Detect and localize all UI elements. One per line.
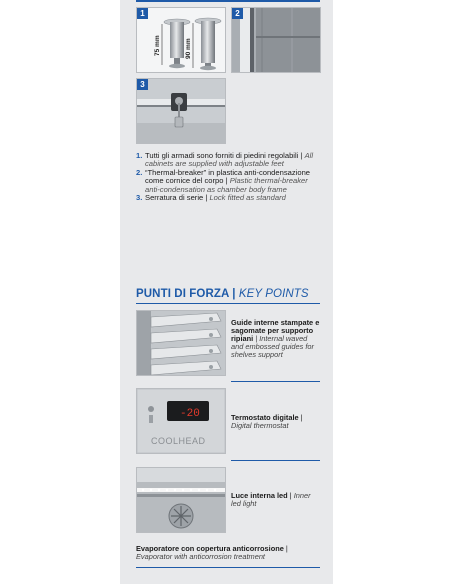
section-rule [136,303,320,304]
thermal-breaker-illustration [232,8,320,72]
internal-guides-text [231,319,321,359]
evaporator-separator: | [283,544,288,553]
note-text: “Thermal-breaker” in plastica anti-condensazione come cornice del corpo | [145,167,311,186]
thermostat-brand-label: COOLHEAD [151,436,206,446]
feature-translation: Inner led light [231,491,311,508]
thermostat-display-value: -20 [180,408,200,420]
evaporator-translation: Evaporator with anticorrosion treatment [136,552,265,561]
thumbnail-number: 2 [232,8,243,19]
feature-title: Guide interne stampate e sagomate per supporto ripiani [231,318,320,343]
thumbnail-lock [136,78,226,144]
feature-separator: | [253,334,260,343]
internal-guides-image [136,310,226,376]
feature-translation: Internal waved and embossed guides for shelves support [231,334,314,359]
led-light-image [136,467,226,533]
evaporator-rule [136,567,320,568]
feature-separator: | [287,491,294,500]
note-number: 2. [136,167,143,177]
evaporator-title: Evaporatore con copertura anticorrosione [136,544,284,553]
led-light-illustration [137,468,225,532]
feature-translation: Digital thermostat [231,421,289,430]
thermostat-illustration [137,389,225,453]
guides-illustration [137,311,225,375]
section-title-en: KEY POINTS [238,288,309,300]
note-translation: Lock fitted as standard [209,193,286,203]
note-text: Tutti gli armadi sono forniti di piedini regolabili | [145,151,305,160]
feature-led-light [136,467,320,539]
note-item [136,152,322,169]
led-light-text [231,492,321,508]
feature-rule [231,460,320,461]
feature-title: Luce interna led [231,491,288,500]
feet-label-90: 90 mm [185,38,192,59]
thumbnail-number: 1 [137,8,148,19]
note-number: 3. [136,193,143,203]
note-text: Serratura di serie | [145,193,210,203]
note-translation: All cabinets are supplied with adjustable feet [145,151,314,169]
feature-notes-list [136,152,322,202]
note-item [136,169,322,194]
section-heading [136,288,309,300]
feet-label-75: 75 mm [154,35,161,56]
thumbnail-thermal-breaker [231,7,321,73]
thumbnail-number: 3 [137,79,148,90]
feature-separator: | [298,413,303,422]
feature-rule [231,381,320,382]
top-rule [136,0,320,2]
evaporator-text [136,545,320,561]
thermostat-text [231,414,321,430]
lock-illustration [137,79,225,143]
thermostat-image [136,388,226,454]
thumbnail-adjustable-feet [136,7,226,73]
adjustable-feet-illustration [137,8,225,72]
feature-digital-thermostat [136,388,320,460]
feature-title: Termostato digitale [231,413,299,422]
note-translation: Plastic thermal-breaker anti-condensation as chamber body frame [145,176,308,194]
section-title-it: PUNTI DI FORZA | [136,288,239,300]
note-item [136,194,322,202]
note-number: 1. [136,151,143,160]
feature-internal-guides [136,310,320,382]
